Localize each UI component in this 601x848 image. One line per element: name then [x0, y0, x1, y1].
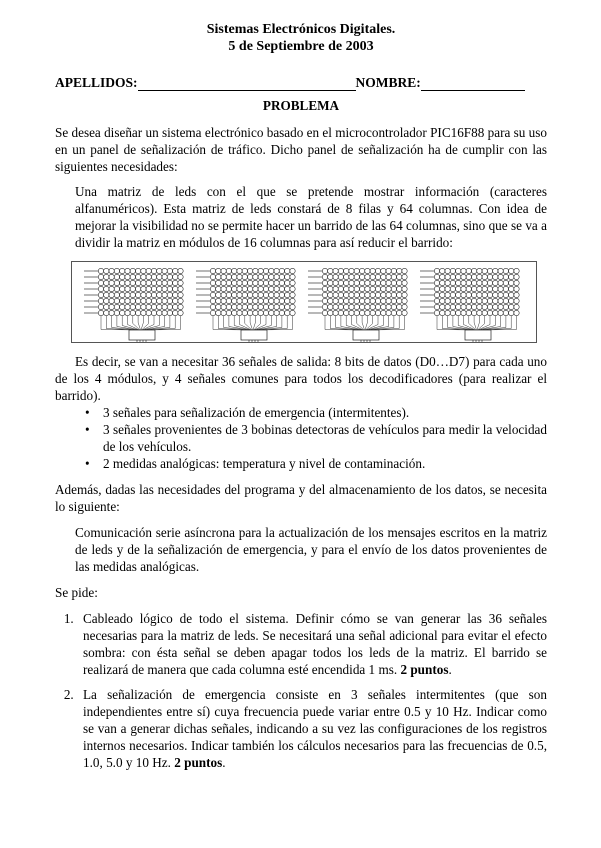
question-item: 2. La señalización de emergencia consiste en 3 señales intermitentes (que son independientes entre sí) cuya frecuencia puede variar entre 0.5 y 10 Hz. Indicar como se van a generar dichas señales, indicando a su vez las configuraciones de los registros internos necesarios. Indicar también los cálculos necesarios para las frecuencias de 0.5, 1.0, 5.0 y 10 Hz. 2 puntos. [77, 686, 547, 771]
serial-paragraph: Comunicación serie asíncrona para la actualización de los mensajes escritos en la matriz de leds y de la señalización de emergencia, y para el envío de los datos provenientes de las medidas analógicas. [75, 525, 547, 574]
requirements-list [55, 404, 547, 472]
questions-list [55, 610, 547, 771]
document-page [55, 21, 547, 771]
signals-paragraph: Es decir, se van a necesitar 36 señales de salida: 8 bits de datos (D0…D7) para cada uno de los 4 módulos, y 4 señales comunes para todos los decodificadores (para realizar el barrido). [55, 354, 547, 403]
apellidos-label: APELLIDOS: [55, 75, 138, 90]
list-item: • 3 señales provenientes de 3 bobinas detectoras de vehículos para medir la velocidad de los vehículos. [103, 421, 547, 455]
storage-paragraph: Además, dadas las necesidades del programa y del almacenamiento de los datos, se necesita lo siguiente: [55, 482, 547, 514]
points: 2 puntos [174, 755, 223, 770]
section-title: PROBLEMA [262, 98, 340, 113]
led-matrix-figure [71, 261, 537, 343]
intro-paragraph: Se desea diseñar un sistema electrónico basado en el microcontrolador PIC16F88 para su uso en un panel de señalización de tráfico. Dicho panel de señalización ha de cumplir con las siguientes necesidades: [55, 125, 547, 174]
question-item: 1. Cableado lógico de todo el sistema. Definir cómo se van generar las 36 señales necesarias para la matriz de leds. Se necesitará una señal adicional para evitar el efecto sombra: con ésta señal se deben apagar todos los leds de la matriz. El barrido se realizará de manera que cada columna esté encendida 1 ms. 2 puntos. [77, 610, 547, 678]
list-item: • 3 señales para señalización de emergencia (intermitentes). [103, 404, 547, 421]
document-date: 5 de Septiembre de 2003 [228, 39, 374, 54]
points: 2 puntos [400, 662, 449, 677]
nombre-line [421, 76, 525, 91]
matrix-paragraph: Una matriz de leds con el que se pretende mostrar información (caracteres alfanuméricos). Esta matriz de leds constará de 8 filas y 64 columnas. Con idea de mejorar la visibilidad no se permite hacer un barrido de las 64 columnas, sino que se va a dividir la matriz en módulos de 16 columnas para así reducir el barrido: [75, 184, 547, 250]
name-fields [55, 74, 547, 91]
led-matrix-diagram [72, 262, 536, 342]
led-module [308, 268, 407, 342]
document-title: Sistemas Electrónicos Digitales. [206, 22, 396, 37]
led-module [84, 268, 183, 342]
led-module [420, 268, 519, 342]
apellidos-line [138, 76, 356, 91]
led-module [196, 268, 295, 342]
nombre-label: NOMBRE: [355, 75, 421, 90]
list-item: • 2 medidas analógicas: temperatura y nivel de contaminación. [103, 455, 547, 472]
ask-label: Se pide: [55, 585, 98, 600]
